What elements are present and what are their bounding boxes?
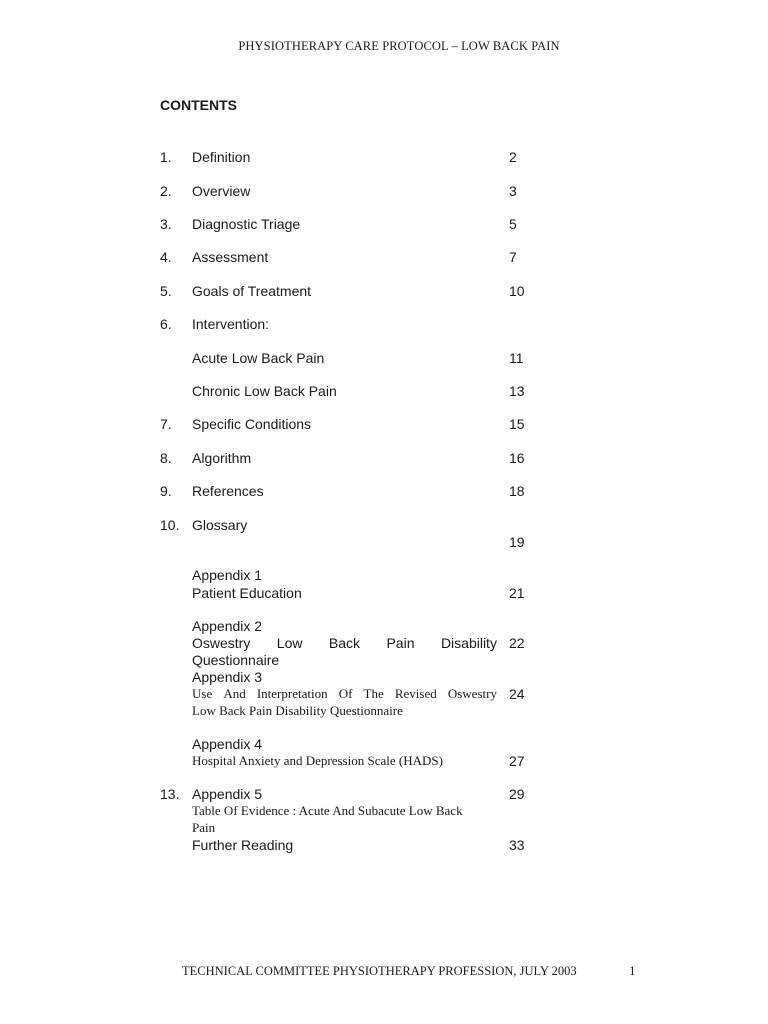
- toc-entry-page: 13: [509, 383, 525, 399]
- toc-entry-label: Definition: [192, 149, 251, 165]
- word: Oswestry: [192, 635, 251, 651]
- word: Back: [328, 635, 361, 651]
- word: Pain: [386, 635, 415, 651]
- toc-entry-number: 7.: [160, 416, 172, 432]
- toc-entry-label: Goals of Treatment: [192, 283, 312, 299]
- page-header-title: PHYSIOTHERAPY CARE PROTOCOL – LOW BACK PAIN: [238, 39, 560, 53]
- toc-entry-label: Specific Conditions: [192, 416, 312, 432]
- word: Disability: [440, 635, 497, 651]
- page-footer-text: TECHNICAL COMMITTEE PHYSIOTHERAPY PROFESSION, JULY 2003: [182, 964, 577, 978]
- word: Interpretation: [256, 686, 328, 701]
- toc-entry-number: 4.: [160, 249, 172, 265]
- toc-entry-page: 19: [509, 534, 525, 550]
- further-reading-label: Further Reading: [192, 837, 294, 853]
- toc-entry-label: Glossary: [192, 517, 248, 533]
- appendix-5-subtitle-line2: Pain: [192, 820, 216, 835]
- word: Of: [338, 686, 353, 701]
- appendix-2-subtitle-line2: Questionnaire: [192, 652, 280, 668]
- toc-entry-page: 11: [509, 350, 524, 366]
- toc-entry-number: 8.: [160, 450, 172, 466]
- toc-entry-label: Overview: [192, 183, 251, 199]
- word: And: [223, 686, 246, 701]
- toc-entry-page: 2: [509, 149, 517, 165]
- toc-entry-number: 6.: [160, 316, 172, 332]
- appendix-4-title: Appendix 4: [192, 736, 263, 752]
- page-number: 1: [629, 963, 636, 978]
- word: The: [363, 686, 384, 701]
- appendix-3-subtitle-line2: Low Back Pain Disability Questionnaire: [192, 703, 403, 718]
- toc-entry-number: 13.: [160, 786, 180, 802]
- toc-entry-number: 2.: [160, 183, 172, 199]
- appendix-1-subtitle: Patient Education: [192, 585, 302, 601]
- toc-entry-page: 15: [509, 416, 525, 432]
- toc-entry-page: 33: [509, 837, 525, 853]
- toc-entry-page: 16: [509, 450, 525, 466]
- toc-entry-page: 10: [509, 283, 525, 299]
- toc-entry-page: 21: [509, 585, 525, 601]
- appendix-3-subtitle-line1: [192, 686, 497, 702]
- appendix-2-subtitle-line1: [192, 635, 497, 651]
- contents-heading: CONTENTS: [160, 97, 237, 113]
- appendix-1-title: Appendix 1: [192, 567, 263, 583]
- toc-entry-page: 3: [509, 183, 517, 199]
- toc-entry-label: Algorithm: [192, 450, 252, 466]
- toc-entry-page: 27: [509, 753, 525, 769]
- appendix-5-title: Appendix 5: [192, 786, 263, 802]
- toc-entry-page: 18: [509, 483, 525, 499]
- appendix-5-subtitle-line1: Table Of Evidence : Acute And Subacute Low Back: [192, 803, 463, 818]
- toc-entry-label: Diagnostic Triage: [192, 216, 301, 232]
- toc-entry-page: 5: [509, 216, 517, 232]
- toc-subentry-label: Chronic Low Back Pain: [192, 383, 337, 399]
- appendix-2-title: Appendix 2: [192, 618, 263, 634]
- toc-entry-page: 24: [509, 686, 525, 702]
- word: Oswestry: [447, 686, 497, 701]
- appendix-4-subtitle: Hospital Anxiety and Depression Scale (HADS): [192, 753, 443, 768]
- word: Use: [192, 686, 213, 701]
- toc-entry-number: 5.: [160, 283, 172, 299]
- word: Low: [276, 635, 303, 651]
- toc-entry-number: 9.: [160, 483, 172, 499]
- appendix-3-title: Appendix 3: [192, 669, 263, 685]
- toc-entry-number: 1.: [160, 149, 172, 165]
- word: Revised: [394, 686, 437, 701]
- toc-entry-page: 22: [509, 635, 525, 651]
- toc-subentry-label: Acute Low Back Pain: [192, 350, 325, 366]
- toc-entry-page: 29: [509, 786, 525, 802]
- toc-entry-label: References: [192, 483, 264, 499]
- toc-entry-page: 7: [509, 249, 517, 265]
- toc-entry-label: Assessment: [192, 249, 269, 265]
- toc-entry-number: 10.: [160, 517, 180, 533]
- toc-entry-label: Intervention:: [192, 316, 270, 332]
- toc-entry-number: 3.: [160, 216, 172, 232]
